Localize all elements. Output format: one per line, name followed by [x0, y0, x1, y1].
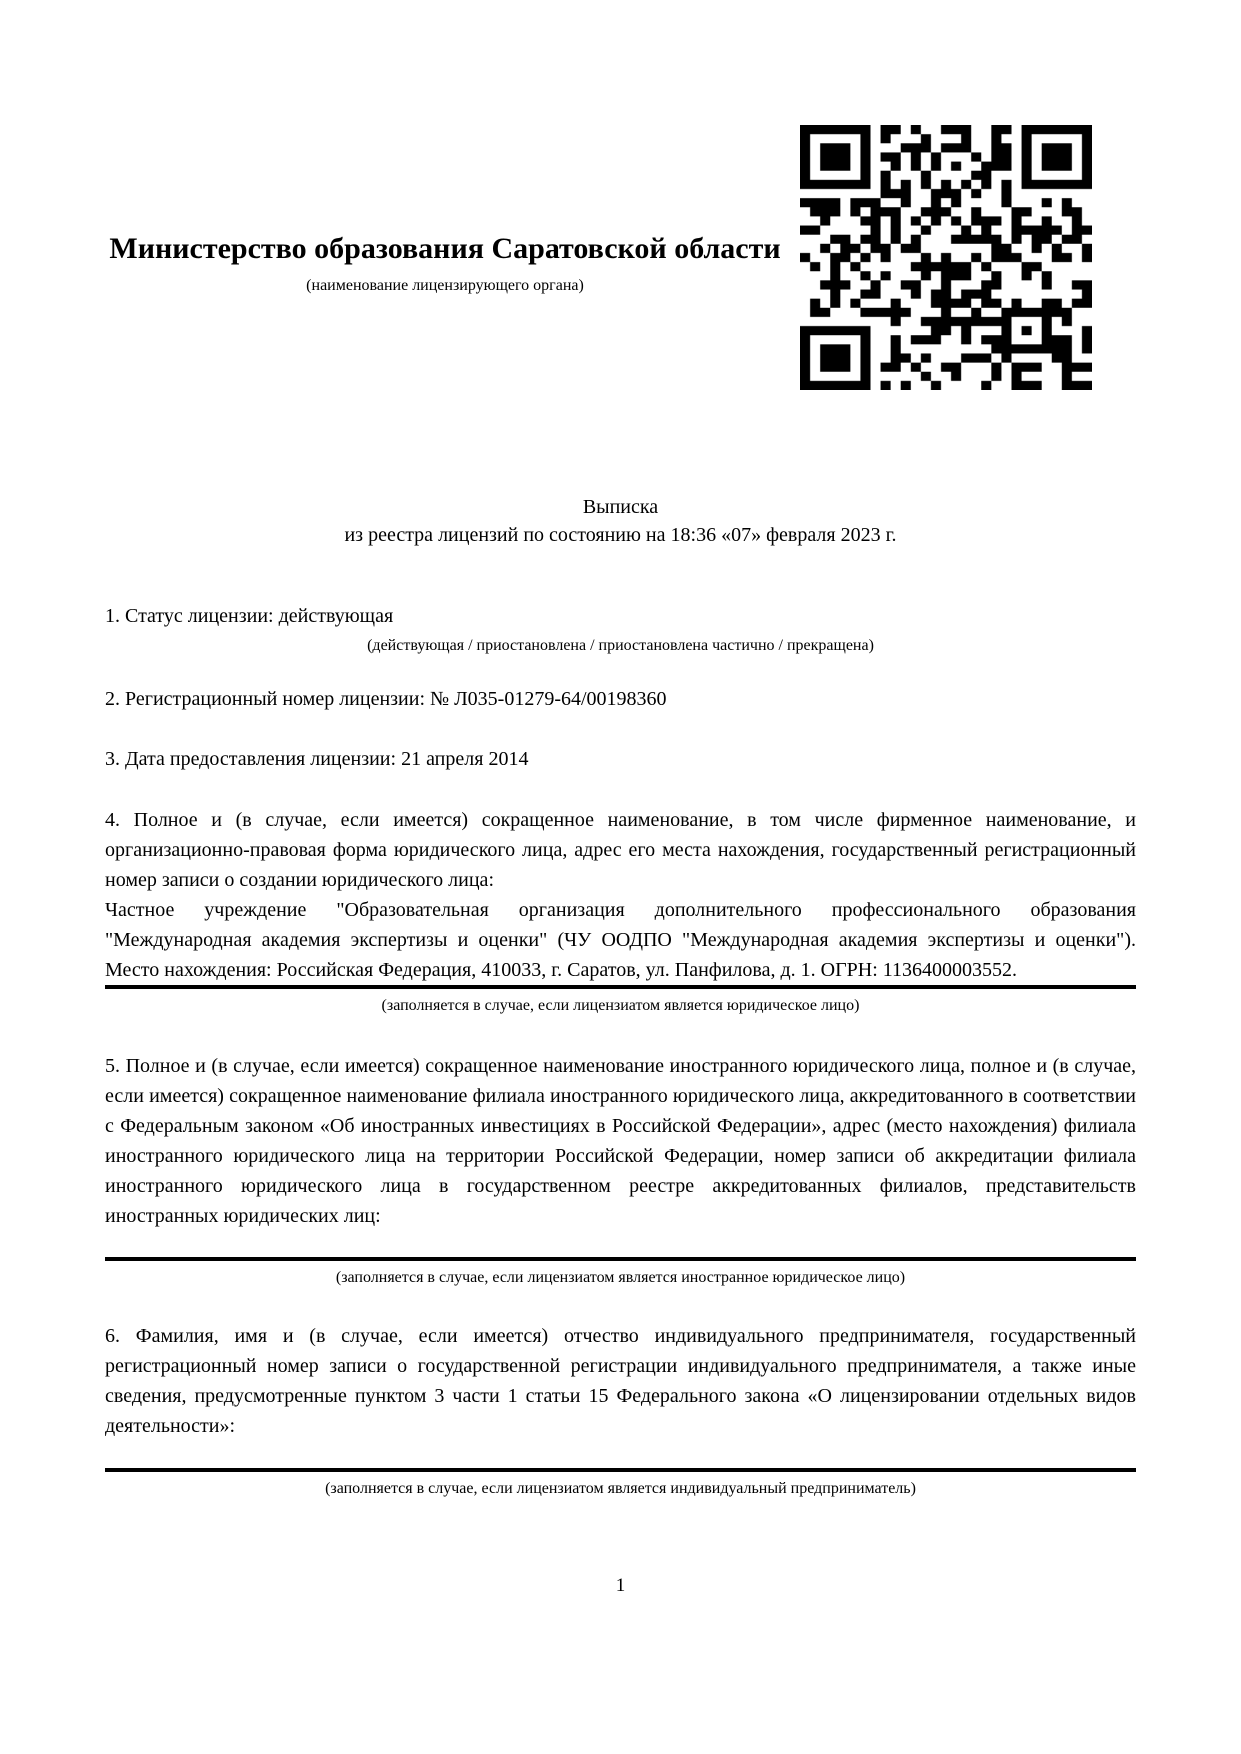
document-content — [105, 0, 1136, 1597]
individual-entrepreneur-caption: (заполняется в случае, если лицензиатом является индивидуальный предприниматель) — [325, 1480, 916, 1497]
legal-entity-caption: (заполняется в случае, если лицензиатом является юридическое лицо) — [381, 997, 860, 1014]
document-title — [105, 493, 1136, 549]
license-status-line: 1. Статус лицензии: действующая — [105, 605, 394, 627]
license-grant-date-line: 3. Дата предоставления лицензии: 21 апреля 2014 — [105, 748, 529, 770]
individual-entrepreneur-section-label: 6. Фамилия, имя и (в случае, если имеется) отчество индивидуального предпринимателя, государственный регистрационный номер записи о государственной регистрации индивидуального предпринимателя, а также иные сведения, предусмотренные пунктом 3 части 1 статьи 15 Федерального закона «О лицензировании отдельных видов деятельности»: — [105, 1325, 1136, 1437]
licensing-authority-name: Министерство образования Саратовской области — [109, 232, 781, 265]
license-status-caption: (действующая / приостановлена / приостановлена частично / прекращена) — [367, 637, 874, 654]
page-number: 1 — [615, 1575, 626, 1596]
legal-entity-rule — [105, 985, 1136, 989]
license-registration-number-line: 2. Регистрационный номер лицензии: № Л035-01279-64/00198360 — [105, 688, 667, 710]
document-header — [105, 225, 785, 297]
individual-entrepreneur-rule — [105, 1468, 1136, 1472]
licensing-authority-caption: (наименование лицензирующего органа) — [306, 277, 584, 294]
legal-entity-section-label: 4. Полное и (в случае, если имеется) сокращенное наименование, в том числе фирменное наименование, и организационно-правовая форма юридического лица, адрес его места нахождения, государственный регистрационный номер записи о создании юридического лица: — [105, 809, 1136, 891]
foreign-entity-caption: (заполняется в случае, если лицензиатом является иностранное юридическое лицо) — [335, 1269, 906, 1286]
document-title-line2: из реестра лицензий по состоянию на 18:36 «07» февраля 2023 г. — [344, 524, 897, 546]
foreign-entity-rule — [105, 1257, 1136, 1261]
legal-entity-section-value: Частное учреждение "Образовательная организация дополнительного профессионального образования "Международная академия экспертизы и оценки" (ЧУ ООДПО "Международная академия экспертизы и оценки"). Место нахождения: Российская Федерация, 410033, г. Саратов, ул. Панфилова, д. 1. ОГРН: 1136400003552. — [105, 899, 1136, 981]
document-title-line1: Выписка — [582, 496, 659, 518]
foreign-entity-section-label: 5. Полное и (в случае, если имеется) сокращенное наименование иностранного юридического лица, полное и (в случае, если имеется) сокращенное наименование филиала иностранного юридического лица, аккредитованного в соответствии с Федеральным законом «Об иностранных инвестициях в Российской Федерации», адрес (место нахождения) филиала иностранного юридического лица на территории Российской Федерации, номер записи об аккредитации филиала иностранного юридического лица в государственном реестре аккредитованных филиалов, представительств иностранных юридических лиц: — [105, 1055, 1136, 1227]
